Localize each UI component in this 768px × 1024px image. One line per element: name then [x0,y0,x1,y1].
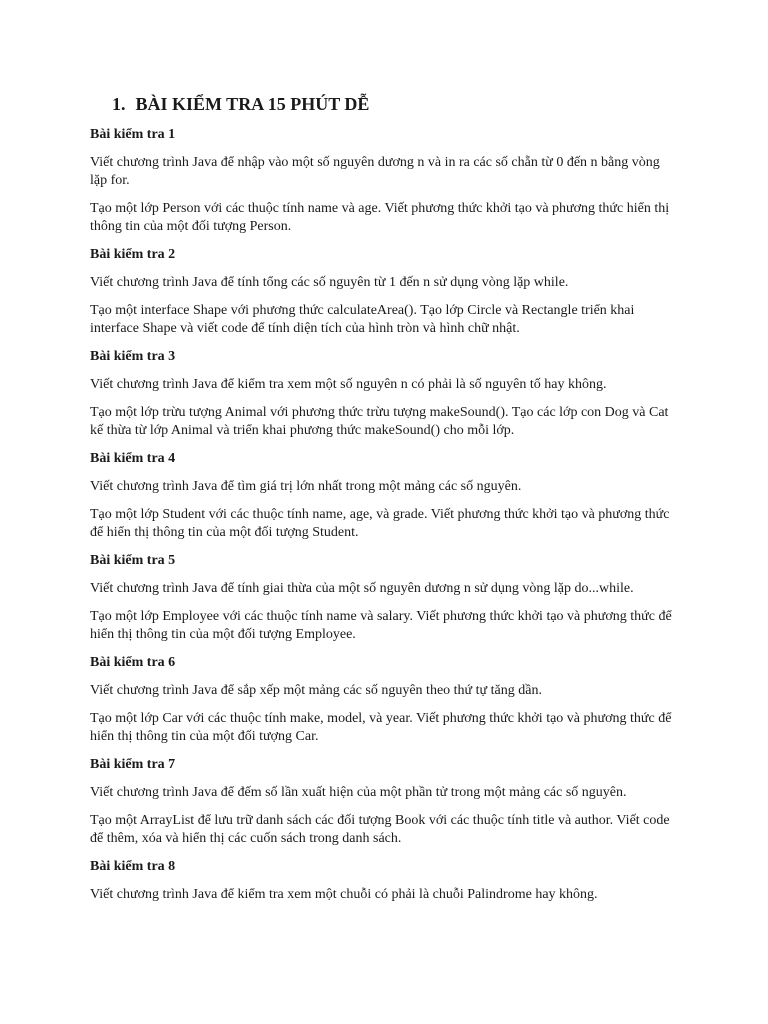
exercise-paragraph: Tạo một lớp trừu tượng Animal với phương thức trừu tượng makeSound(). Tạo các lớp con Dog và Cat kế thừa từ lớp Animal và triển khai phương thức makeSound() cho mỗi lớp. [90,405,669,438]
exercise-paragraph: Viết chương trình Java để kiểm tra xem một số nguyên n có phải là số nguyên tố hay không. [90,377,607,392]
exercise-paragraph: Tạo một ArrayList để lưu trữ danh sách các đối tượng Book với các thuộc tính title và author. Viết code để thêm, xóa và hiển thị các cuốn sách trong danh sách. [90,813,670,846]
exercise-paragraph: Tạo một lớp Student với các thuộc tính name, age, và grade. Viết phương thức khởi tạo và phương thức để hiển thị thông tin của một đối tượng Student. [90,507,670,540]
exercise-paragraph: Tạo một lớp Car với các thuộc tính make, model, và year. Viết phương thức khởi tạo và phương thức để hiển thị thông tin của một đối tượng Car. [90,711,672,744]
section-title: Bài kiểm tra 2 [90,247,176,262]
exercise-paragraph: Tạo một lớp Person với các thuộc tính name và age. Viết phương thức khởi tạo và phương thức hiển thị thông tin của một đối tượng Person. [90,201,670,234]
section-3 [90,348,680,440]
exercise-paragraph: Viết chương trình Java để nhập vào một số nguyên dương n và in ra các số chẵn từ 0 đến n bằng vòng lặp for. [90,155,660,188]
section-8 [90,858,680,904]
heading-text: BÀI KIỂM TRA 15 PHÚT DỄ [135,94,370,114]
section-1 [90,126,680,236]
exercise-paragraph: Viết chương trình Java để đếm số lần xuất hiện của một phần tử trong một mảng các số nguyên. [90,785,627,800]
exercise-paragraph: Tạo một lớp Employee với các thuộc tính name và salary. Viết phương thức khởi tạo và phương thức để hiển thị thông tin của một đối tượng Employee. [90,609,672,642]
exercise-paragraph: Viết chương trình Java để sắp xếp một mảng các số nguyên theo thứ tự tăng dần. [90,683,542,698]
exercise-paragraph: Viết chương trình Java để tính tổng các số nguyên từ 1 đến n sử dụng vòng lặp while. [90,275,569,290]
exercise-paragraph: Tạo một interface Shape với phương thức calculateArea(). Tạo lớp Circle và Rectangle triển khai interface Shape và viết code để tính diện tích của hình tròn và hình chữ nhật. [90,303,635,336]
section-7 [90,756,680,848]
exercise-paragraph: Viết chương trình Java để tính giai thừa của một số nguyên dương n sử dụng vòng lặp do...while. [90,581,634,596]
section-title: Bài kiểm tra 1 [90,127,176,142]
exercise-paragraph: Viết chương trình Java để kiểm tra xem một chuỗi có phải là chuỗi Palindrome hay không. [90,887,598,902]
page-heading [112,92,680,116]
section-4 [90,450,680,542]
section-title: Bài kiểm tra 7 [90,757,176,772]
section-5 [90,552,680,644]
section-2 [90,246,680,338]
section-title: Bài kiểm tra 5 [90,553,176,568]
section-title: Bài kiểm tra 8 [90,859,176,874]
section-title: Bài kiểm tra 6 [90,655,176,670]
section-6 [90,654,680,746]
section-title: Bài kiểm tra 4 [90,451,176,466]
section-title: Bài kiểm tra 3 [90,349,176,364]
exercise-paragraph: Viết chương trình Java để tìm giá trị lớn nhất trong một mảng các số nguyên. [90,479,522,494]
heading-number: 1. [112,94,126,114]
